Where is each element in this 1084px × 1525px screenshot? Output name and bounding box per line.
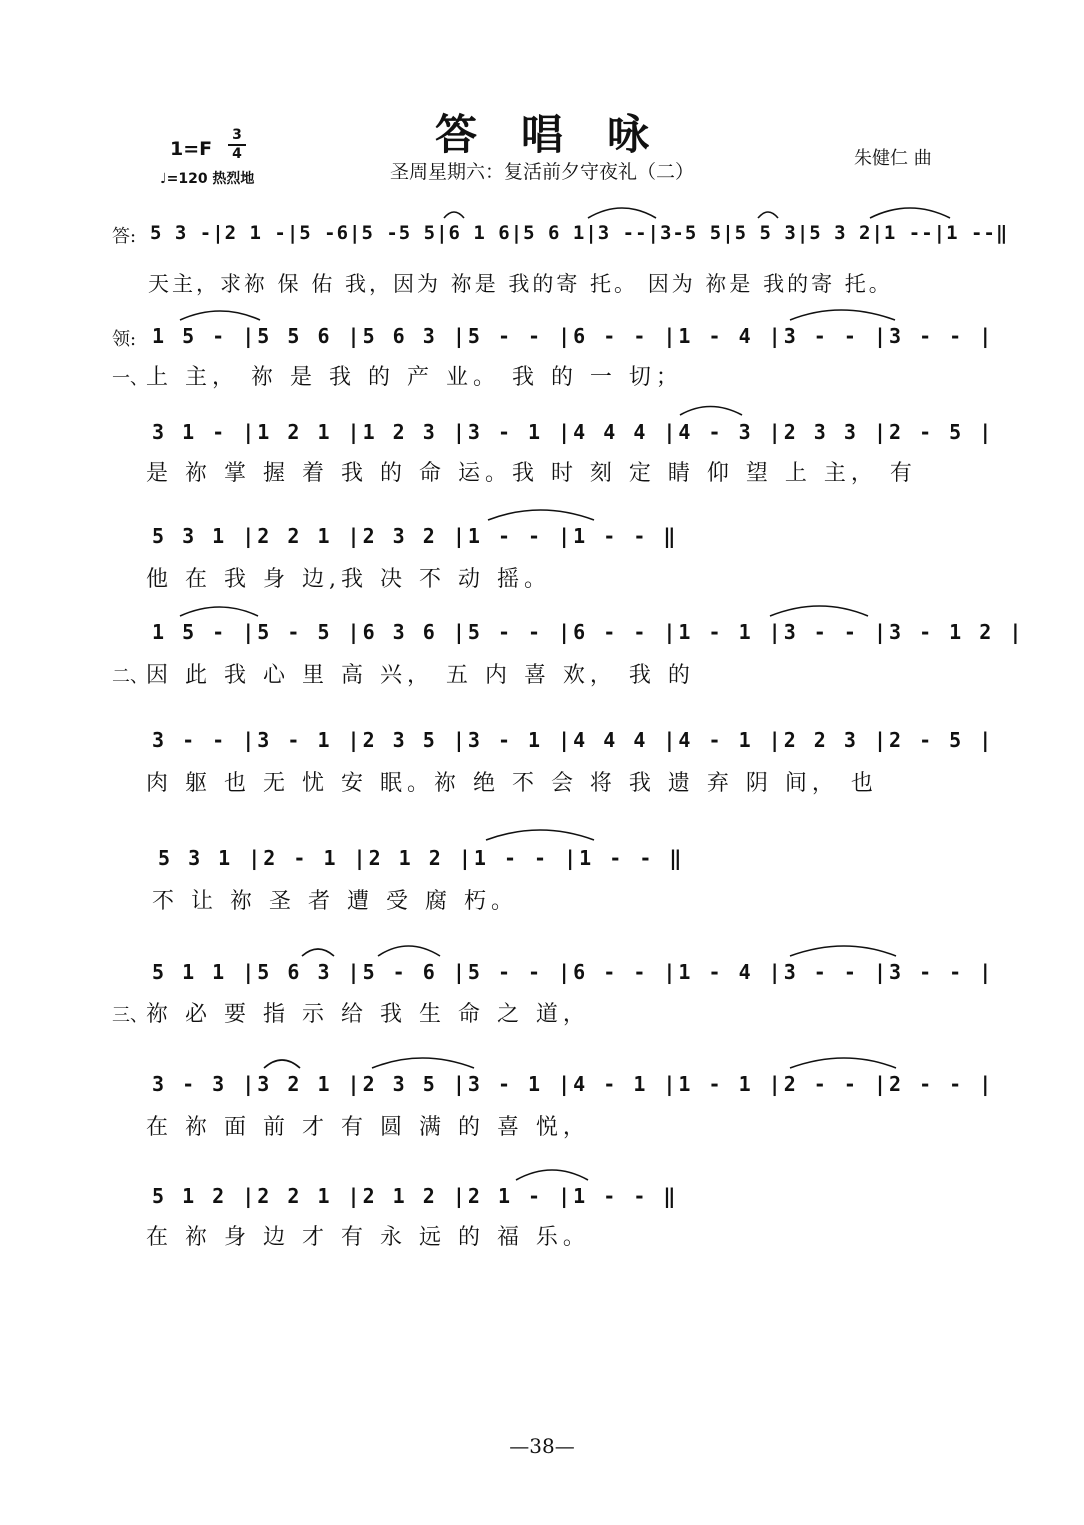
verse3-label: 三、 xyxy=(112,1005,148,1026)
refrain-notes: 5 3 -|2 1 -|5 -6|5 -5 5|6 1 6|5 6 1|3 --|3-5 5|5 5 3|5 3 2|1 --|1 --‖ xyxy=(150,222,1009,244)
slur-mark xyxy=(264,1060,300,1068)
slur-mark xyxy=(180,311,260,320)
slur-mark xyxy=(372,1058,474,1068)
verse3-line3-notes: 5 1 2 |2 2 1 |2 1 2 |2 1 - |1 - - ‖ xyxy=(152,1184,679,1208)
slur-mark xyxy=(180,607,258,616)
tie-mark xyxy=(486,830,594,840)
verse2-line2-notes: 3 - - |3 - 1 |2 3 5 |3 - 1 |4 4 4 |4 - 1 |2 2 3 |2 - 5 | xyxy=(152,728,995,752)
tie-mark xyxy=(770,606,868,616)
lead-label: 领: xyxy=(112,329,137,350)
page-number: —38— xyxy=(509,1434,575,1458)
verse1-line1-lyrics: 上 主， 祢 是 我 的 产 业。 我 的 一 切； xyxy=(146,365,683,390)
verse3-line2-lyrics: 在 祢 面 前 才 有 圆 满 的 喜 悦， xyxy=(146,1115,590,1140)
slur-mark xyxy=(758,212,778,218)
refrain-label: 答: xyxy=(112,226,137,247)
verse2-line3-notes: 5 3 1 |2 - 1 |2 1 2 |1 - - |1 - - ‖ xyxy=(158,846,685,870)
time-sig-bottom: 4 xyxy=(232,146,242,162)
tie-mark xyxy=(790,1058,896,1068)
verse3-line1-notes: 5 1 1 |5 6 3 |5 - 6 |5 - - |6 - - |1 - 4 |3 - - |3 - - | xyxy=(152,960,995,984)
page-subtitle: 圣周星期六：复活前夕守夜礼（二） xyxy=(389,161,694,183)
verse3-line2-notes: 3 - 3 |3 2 1 |2 3 5 |3 - 1 |4 - 1 |1 - 1 |2 - - |2 - - | xyxy=(152,1072,995,1096)
slur-mark xyxy=(378,946,440,956)
verse2-label: 二、 xyxy=(112,666,148,687)
time-sig-top: 3 xyxy=(232,127,242,143)
tie-mark xyxy=(790,310,895,320)
verse1-line2-lyrics: 是 祢 掌 握 着 我 的 命 运。我 时 刻 定 睛 仰 望 上 主， 有 xyxy=(146,461,917,486)
verse2-line3-lyrics: 不 让 祢 圣 者 遭 受 腐 朽。 xyxy=(152,889,518,914)
tie-mark xyxy=(516,1170,588,1180)
verse2-line1-notes: 1 5 - |5 - 5 |6 3 6 |5 - - |6 - - |1 - 1 |3 - - |3 - 1 2 | xyxy=(152,620,1025,644)
verse3-line1-lyrics: 祢 必 要 指 示 给 我 生 命 之 道， xyxy=(146,1002,590,1027)
tie-mark xyxy=(588,208,656,218)
verse1-line3-lyrics: 他 在 我 身 边,我 决 不 动 摇。 xyxy=(146,567,551,592)
slur-mark xyxy=(302,949,334,956)
refrain-lyrics: 天主，求祢 保 佑 我，因为 祢是 我的寄 托。 因为 祢是 我的寄 托。 xyxy=(148,272,893,296)
verse1-line3-notes: 5 3 1 |2 2 1 |2 3 2 |1 - - |1 - - ‖ xyxy=(152,524,679,548)
slur-mark xyxy=(680,407,742,416)
key-signature: 1=F xyxy=(170,138,213,160)
composer-credit: 朱健仁 曲 xyxy=(854,148,932,169)
verse2-line2-lyrics: 肉 躯 也 无 忧 安 眠。祢 绝 不 会 将 我 遗 弃 阴 间， 也 xyxy=(146,771,878,796)
verse1-label: 一、 xyxy=(112,368,148,389)
tempo-marking: ♩=120 热烈地 xyxy=(160,171,255,187)
verse2-line1-lyrics: 因 此 我 心 里 高 兴， 五 内 喜 欢， 我 的 xyxy=(146,663,695,688)
verse1-line1-notes: 1 5 - |5 5 6 |5 6 3 |5 - - |6 - - |1 - 4 |3 - - |3 - - | xyxy=(152,324,995,348)
tie-mark xyxy=(790,946,896,956)
page-title: 答唱咏 xyxy=(434,110,693,159)
tie-mark xyxy=(870,208,950,218)
slur-mark xyxy=(444,212,464,218)
tie-mark xyxy=(488,510,594,520)
verse3-line3-lyrics: 在 祢 身 边 才 有 永 远 的 福 乐。 xyxy=(146,1225,590,1250)
verse1-line2-notes: 3 1 - |1 2 1 |1 2 3 |3 - 1 |4 4 4 |4 - 3 |2 3 3 |2 - 5 | xyxy=(152,420,995,444)
